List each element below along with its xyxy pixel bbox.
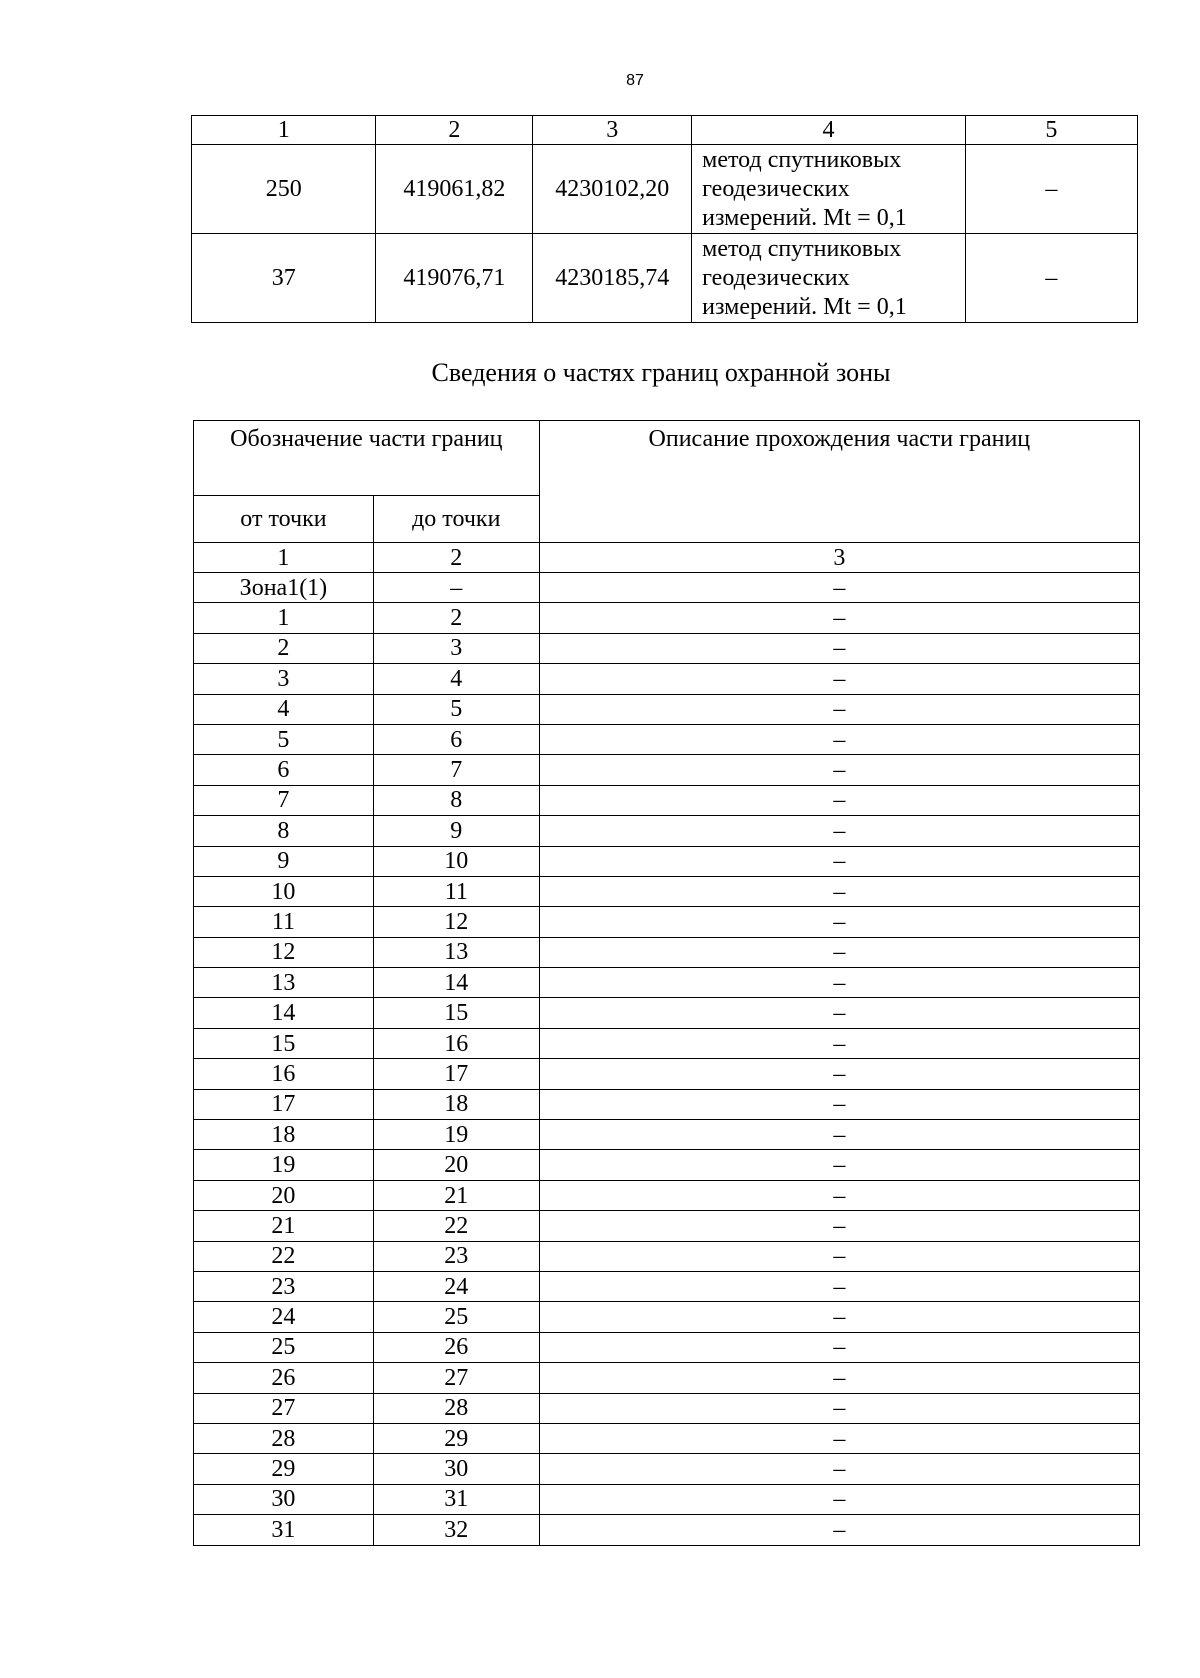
column-number: 4 bbox=[692, 116, 966, 145]
coordinate-y: 4230102,20 bbox=[533, 145, 692, 234]
table-row bbox=[194, 1393, 1140, 1423]
to-point: 31 bbox=[373, 1484, 539, 1514]
to-point: 5 bbox=[373, 694, 539, 724]
table-row bbox=[194, 694, 1140, 724]
description-cell: – bbox=[539, 1120, 1139, 1150]
column-number: 2 bbox=[376, 116, 533, 145]
to-point: 26 bbox=[373, 1332, 539, 1362]
table-row bbox=[194, 1423, 1140, 1453]
note-cell: – bbox=[965, 145, 1137, 234]
to-point: 22 bbox=[373, 1211, 539, 1241]
from-point: 26 bbox=[194, 1363, 374, 1393]
description-cell: – bbox=[539, 1180, 1139, 1210]
designation-header: Обозначение части границ bbox=[194, 421, 540, 496]
table-row bbox=[194, 1484, 1140, 1514]
to-point: 14 bbox=[373, 968, 539, 998]
column-number: 2 bbox=[373, 543, 539, 573]
from-point: 15 bbox=[194, 1028, 374, 1058]
method-line: геодезических bbox=[702, 175, 850, 202]
table-row bbox=[194, 603, 1140, 633]
table-row bbox=[194, 573, 1140, 603]
from-point: 18 bbox=[194, 1120, 374, 1150]
description-cell: – bbox=[539, 573, 1139, 603]
table-row bbox=[194, 937, 1140, 967]
description-cell: – bbox=[539, 664, 1139, 694]
table-row bbox=[194, 1180, 1140, 1210]
from-point: Зона1(1) bbox=[194, 573, 374, 603]
description-cell: – bbox=[539, 633, 1139, 663]
table-row bbox=[192, 145, 1138, 234]
method-line: геодезических bbox=[702, 264, 850, 291]
description-cell: – bbox=[539, 785, 1139, 815]
from-point: 5 bbox=[194, 724, 374, 754]
table-row bbox=[194, 1454, 1140, 1484]
description-cell: – bbox=[539, 876, 1139, 906]
table-row bbox=[194, 1089, 1140, 1119]
table-row bbox=[192, 234, 1138, 323]
from-point: 14 bbox=[194, 998, 374, 1028]
column-number: 1 bbox=[192, 116, 376, 145]
to-point: 25 bbox=[373, 1302, 539, 1332]
from-point: 7 bbox=[194, 785, 374, 815]
from-point: 11 bbox=[194, 907, 374, 937]
from-point: 31 bbox=[194, 1515, 374, 1545]
description-cell: – bbox=[539, 1271, 1139, 1301]
to-point: 7 bbox=[373, 755, 539, 785]
table-row bbox=[194, 1241, 1140, 1271]
from-point: 30 bbox=[194, 1484, 374, 1514]
description-cell: – bbox=[539, 846, 1139, 876]
from-point: 19 bbox=[194, 1150, 374, 1180]
to-point: 32 bbox=[373, 1515, 539, 1545]
to-point: 6 bbox=[373, 724, 539, 754]
table-row bbox=[194, 968, 1140, 998]
to-point: 8 bbox=[373, 785, 539, 815]
description-cell: – bbox=[539, 1332, 1139, 1362]
description-cell: – bbox=[539, 1363, 1139, 1393]
to-point: 21 bbox=[373, 1180, 539, 1210]
to-point: 9 bbox=[373, 816, 539, 846]
from-point: 29 bbox=[194, 1454, 374, 1484]
description-cell: – bbox=[539, 1089, 1139, 1119]
description-cell: – bbox=[539, 724, 1139, 754]
from-point: 24 bbox=[194, 1302, 374, 1332]
to-point: 29 bbox=[373, 1423, 539, 1453]
from-point: 2 bbox=[194, 633, 374, 663]
method-line: метод спутниковых bbox=[702, 235, 902, 262]
description-cell: – bbox=[539, 998, 1139, 1028]
description-header: Описание прохождения части границ bbox=[539, 421, 1139, 543]
description-cell: – bbox=[539, 1393, 1139, 1423]
column-number: 3 bbox=[539, 543, 1139, 573]
coordinates-header-row bbox=[192, 116, 1138, 145]
table-row bbox=[194, 1150, 1140, 1180]
table-row bbox=[194, 1120, 1140, 1150]
point-number: 37 bbox=[192, 234, 376, 323]
description-cell: – bbox=[539, 1241, 1139, 1271]
to-point: 20 bbox=[373, 1150, 539, 1180]
parts-rows bbox=[194, 573, 1140, 1546]
to-point: 4 bbox=[373, 664, 539, 694]
from-point: 9 bbox=[194, 846, 374, 876]
from-point: 8 bbox=[194, 816, 374, 846]
description-cell: – bbox=[539, 1454, 1139, 1484]
to-point: 27 bbox=[373, 1363, 539, 1393]
description-cell: – bbox=[539, 1028, 1139, 1058]
description-cell: – bbox=[539, 907, 1139, 937]
coordinate-y: 4230185,74 bbox=[533, 234, 692, 323]
table-row bbox=[194, 1028, 1140, 1058]
to-point: 18 bbox=[373, 1089, 539, 1119]
description-cell: – bbox=[539, 1515, 1139, 1545]
to-point: 10 bbox=[373, 846, 539, 876]
note-cell: – bbox=[965, 234, 1137, 323]
description-cell: – bbox=[539, 755, 1139, 785]
column-number: 1 bbox=[194, 543, 374, 573]
description-cell: – bbox=[539, 1211, 1139, 1241]
table-row bbox=[194, 664, 1140, 694]
to-point: 12 bbox=[373, 907, 539, 937]
to-point: – bbox=[373, 573, 539, 603]
from-point: 3 bbox=[194, 664, 374, 694]
description-cell: – bbox=[539, 968, 1139, 998]
description-cell: – bbox=[539, 1484, 1139, 1514]
page-number: 87 bbox=[626, 72, 644, 89]
table-row bbox=[194, 1515, 1140, 1545]
boundary-parts-table bbox=[193, 420, 1140, 1546]
from-point: 28 bbox=[194, 1423, 374, 1453]
description-cell: – bbox=[539, 603, 1139, 633]
method-line: метод спутниковых bbox=[702, 146, 902, 173]
description-cell: – bbox=[539, 816, 1139, 846]
coordinate-x: 419061,82 bbox=[376, 145, 533, 234]
method-cell bbox=[692, 234, 966, 323]
to-point: 28 bbox=[373, 1393, 539, 1423]
from-point: 13 bbox=[194, 968, 374, 998]
table-row bbox=[194, 1363, 1140, 1393]
to-point: 11 bbox=[373, 876, 539, 906]
column-numbers-row bbox=[194, 543, 1140, 573]
from-point: 16 bbox=[194, 1059, 374, 1089]
from-point: 4 bbox=[194, 694, 374, 724]
table-row bbox=[194, 907, 1140, 937]
table-row bbox=[194, 1211, 1140, 1241]
from-point: 23 bbox=[194, 1271, 374, 1301]
method-line: измерений. Mt = 0,1 bbox=[702, 204, 907, 231]
table-row bbox=[194, 724, 1140, 754]
table-row bbox=[194, 998, 1140, 1028]
coordinates-table bbox=[191, 115, 1138, 323]
column-number: 5 bbox=[965, 116, 1137, 145]
from-point: 12 bbox=[194, 937, 374, 967]
description-cell: – bbox=[539, 694, 1139, 724]
from-point: 1 bbox=[194, 603, 374, 633]
table-row bbox=[194, 876, 1140, 906]
table-row bbox=[194, 785, 1140, 815]
from-point-header: от точки bbox=[194, 496, 374, 543]
section-title: Сведения о частях границ охранной зоны bbox=[431, 358, 891, 387]
method-cell bbox=[692, 145, 966, 234]
to-point: 3 bbox=[373, 633, 539, 663]
from-point: 10 bbox=[194, 876, 374, 906]
table-row bbox=[194, 1059, 1140, 1089]
table-row bbox=[194, 755, 1140, 785]
to-point: 2 bbox=[373, 603, 539, 633]
table-row bbox=[194, 1271, 1140, 1301]
table-row bbox=[194, 633, 1140, 663]
parts-header-row bbox=[194, 421, 1140, 496]
description-cell: – bbox=[539, 1059, 1139, 1089]
to-point: 13 bbox=[373, 937, 539, 967]
to-point: 23 bbox=[373, 1241, 539, 1271]
to-point: 15 bbox=[373, 998, 539, 1028]
description-cell: – bbox=[539, 1423, 1139, 1453]
table-row bbox=[194, 846, 1140, 876]
to-point: 30 bbox=[373, 1454, 539, 1484]
point-number: 250 bbox=[192, 145, 376, 234]
table-row bbox=[194, 816, 1140, 846]
description-cell: – bbox=[539, 937, 1139, 967]
to-point: 19 bbox=[373, 1120, 539, 1150]
from-point: 22 bbox=[194, 1241, 374, 1271]
from-point: 6 bbox=[194, 755, 374, 785]
to-point: 17 bbox=[373, 1059, 539, 1089]
from-point: 25 bbox=[194, 1332, 374, 1362]
table-row bbox=[194, 1332, 1140, 1362]
from-point: 20 bbox=[194, 1180, 374, 1210]
description-cell: – bbox=[539, 1150, 1139, 1180]
from-point: 27 bbox=[194, 1393, 374, 1423]
table-row bbox=[194, 1302, 1140, 1332]
from-point: 21 bbox=[194, 1211, 374, 1241]
method-line: измерений. Mt = 0,1 bbox=[702, 293, 907, 320]
to-point: 16 bbox=[373, 1028, 539, 1058]
coordinate-x: 419076,71 bbox=[376, 234, 533, 323]
column-number: 3 bbox=[533, 116, 692, 145]
description-cell: – bbox=[539, 1302, 1139, 1332]
to-point-header: до точки bbox=[373, 496, 539, 543]
to-point: 24 bbox=[373, 1271, 539, 1301]
from-point: 17 bbox=[194, 1089, 374, 1119]
